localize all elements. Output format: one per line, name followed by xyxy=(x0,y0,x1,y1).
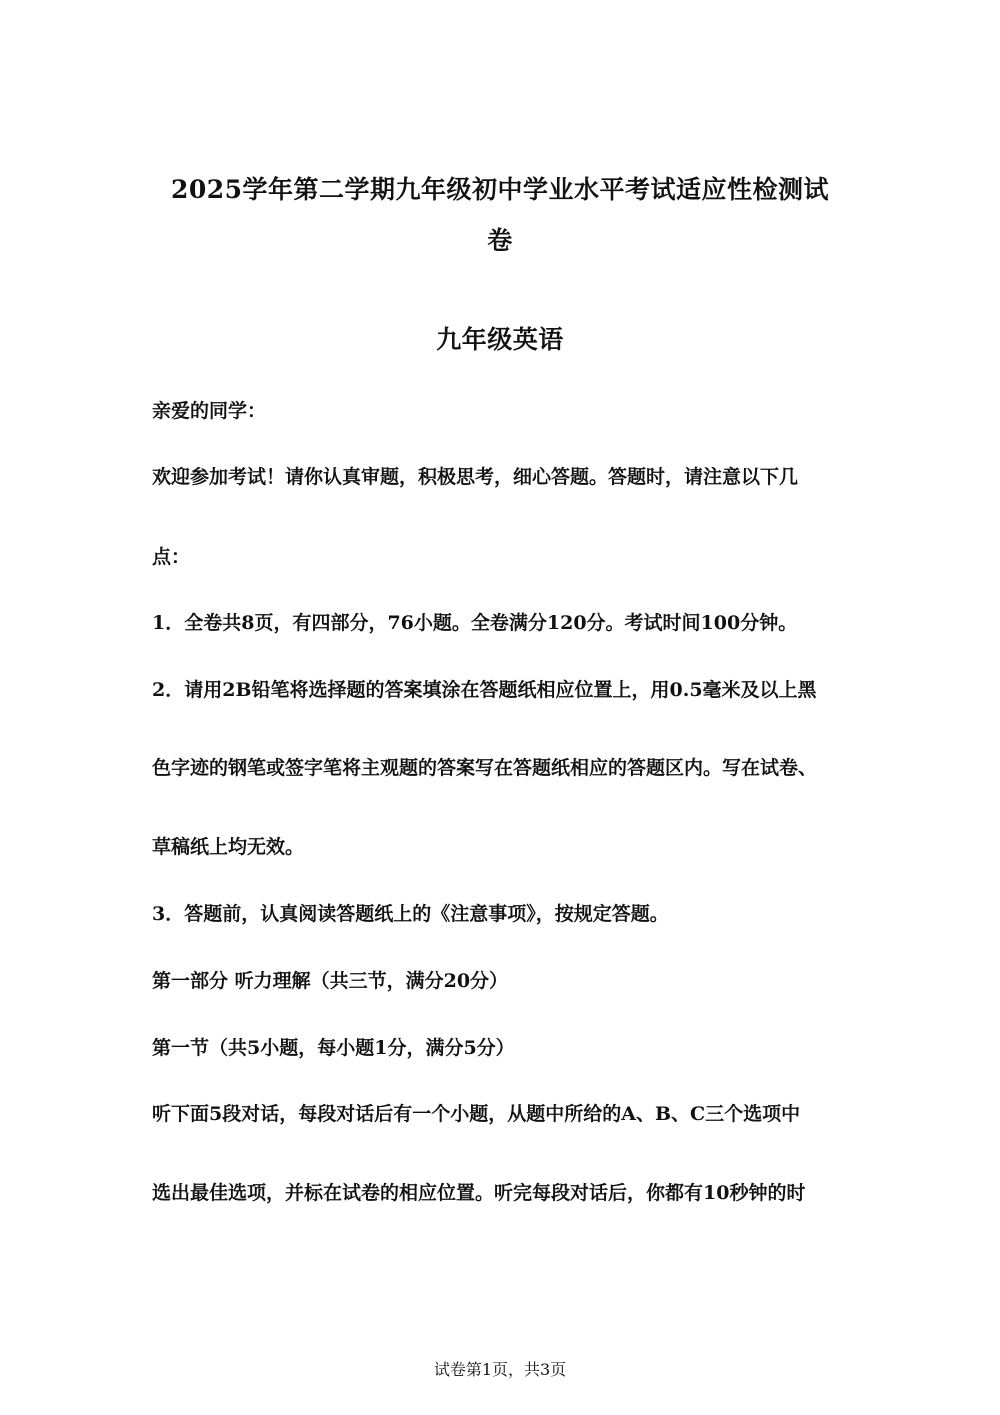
section-1-instruction-line-1: 听下面5段对话，每段对话后有一个小题，从题中所给的A、B、C三个选项中 xyxy=(152,1103,801,1125)
page-footer: 试卷第1页，共3页 xyxy=(433,1360,567,1379)
intro-line-2: 点： xyxy=(152,546,191,568)
intro-line-1: 欢迎参加考试！请你认真审题，积极思考，细心答题。答题时，请注意以下几 xyxy=(152,466,799,488)
exam-subject-title: 九年级英语 xyxy=(436,325,564,354)
note-2-line-1: 2．请用2B铅笔将选择题的答案填涂在答题纸相应位置上，用0.5毫米及以上黑 xyxy=(152,679,817,701)
section-1-heading: 第一节（共5小题，每小题1分，满分5分） xyxy=(152,1037,515,1059)
note-3: 3．答题前，认真阅读答题纸上的《注意事项》，按规定答题。 xyxy=(152,903,669,925)
note-1: 1．全卷共8页，有四部分，76小题。全卷满分120分。考试时间100分钟。 xyxy=(152,612,798,634)
note-2-line-3: 草稿纸上均无效。 xyxy=(152,836,305,858)
part-1-heading: 第一部分 听力理解（共三节，满分20分） xyxy=(152,970,509,992)
section-1-instruction-line-2: 选出最佳选项，并标在试卷的相应位置。听完每段对话后，你都有10秒钟的时 xyxy=(152,1182,806,1204)
exam-title-line-2: 卷 xyxy=(487,226,513,255)
greeting: 亲爱的同学： xyxy=(152,400,267,422)
note-2-line-2: 色字迹的钢笔或签字笔将主观题的答案写在答题纸相应的答题区内。写在试卷、 xyxy=(152,757,818,779)
exam-title-line-1: 2025学年第二学期九年级初中学业水平考试适应性检测试 xyxy=(170,175,830,204)
